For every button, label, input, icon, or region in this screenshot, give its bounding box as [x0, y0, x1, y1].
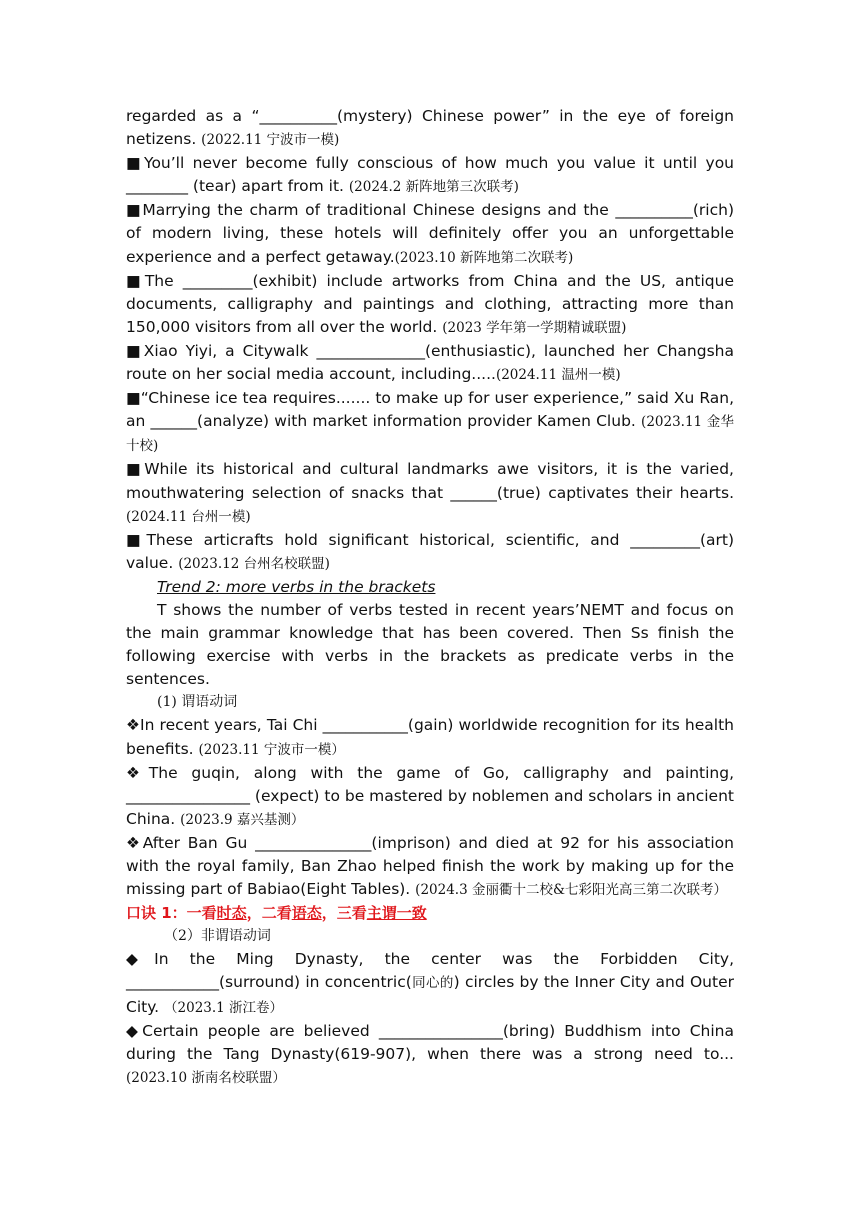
mnemonic-part: ，三看 [321, 904, 367, 923]
exercise-sentence [126, 152, 734, 199]
exercise-sentence [126, 340, 734, 387]
source-note: (2023.11 宁波市一模） [198, 741, 345, 758]
exercise-sentence [126, 714, 734, 761]
sentence-text: ■Marrying the charm of traditional Chinese designs and the __________(rich) of modern living, these hotels will definitely offer you an unforgettable experience and a perfect getaway. [126, 201, 734, 266]
exercise-sentence [126, 105, 734, 152]
mnemonic-part: 口诀 1：一看 [126, 904, 217, 923]
source-note: （2023.1 浙江卷） [164, 999, 284, 1016]
mnemonic-line [126, 902, 734, 925]
sentence-text: regarded as a “__________(mystery) Chinese power” in the eye of foreign netizens. [126, 107, 734, 149]
document-content [126, 105, 734, 1090]
exercise-sentence [126, 762, 734, 832]
sentence-text: ■These articrafts hold significant historical, scientific, and _________(art) value. [126, 530, 734, 572]
exercise-sentence [126, 199, 734, 269]
sentence-text: ■While its historical and cultural landmarks awe visitors, it is the varied, mouthwatering selection of snacks that ______(true) captivates their hearts. [126, 460, 734, 502]
exercise-sentence [126, 1020, 734, 1090]
source-note: (2023 学年第一学期精诚联盟) [442, 319, 627, 336]
sentence-text: ❖The guqin, along with the game of Go, calligraphy and painting, ________________ (expect) to be mastered by noblemen and scholars in ancient China. [126, 763, 734, 828]
source-note: (2022.11 宁波市一模) [201, 132, 340, 149]
section-heading-predicate: (1) 谓语动词 [157, 694, 238, 711]
sentence-text: ◆In the Ming Dynasty, the center was the Forbidden City, ____________(surround) in concentric( [126, 950, 734, 992]
source-note: (2024.11 台州一模) [126, 508, 251, 525]
source-note: (2024.3 金丽衢十二校&七彩阳光高三第二次联考） [415, 882, 727, 899]
sentence-text: ❖After Ban Gu _______________(imprison) and died at 92 for his association with the royal family, Ban Zhao helped finish the work by making up for the missing part of Babiao(Eight Tables). [126, 833, 734, 899]
source-note: (2024.2 新阵地第三次联考) [348, 179, 519, 196]
instruction-paragraph: T shows the number of verbs tested in recent years’NEMT and focus on the main grammar knowledge that has been covered. Then Ss finish the following exercise with verbs in the brackets as predicate verbs in the sentences. [126, 600, 734, 689]
sentence-text: ■Xiao Yiyi, a Citywalk ______________(enthusiastic), launched her Changsha route on her social media account, including..... [126, 341, 734, 384]
source-note: (2023.9 嘉兴基测） [180, 811, 305, 828]
exercise-sentence [126, 458, 734, 528]
mnemonic-keyword: 语态 [291, 904, 322, 923]
sentence-text: ■You’ll never become fully conscious of how much you value it until you ________ (tear) apart from it. [126, 154, 734, 196]
sentence-text: ◆Certain people are believed ________________(bring) Buddhism into China during the Tang Dynasty(619-907), when there was a strong need to... [126, 1021, 734, 1063]
source-note: (2023.12 台州名校联盟) [178, 555, 330, 572]
source-note: (2023.11 金华十校) [126, 414, 734, 455]
source-note: (2023.10 浙南名校联盟） [126, 1069, 286, 1086]
section-heading-nonfinite: （2）非谓语动词 [164, 928, 271, 945]
mnemonic-part: ，二看 [246, 904, 292, 923]
mnemonic-keyword: 主谓一致 [366, 904, 427, 923]
trend-heading-text: Trend 2: more verbs in the brackets [157, 577, 436, 596]
source-note: (2023.10 新阵地第二次联考) [394, 249, 574, 266]
trend-heading [126, 576, 734, 599]
exercise-sentence [126, 529, 734, 576]
exercise-sentence [126, 948, 734, 1019]
exercise-sentence [126, 270, 734, 340]
sentence-text: ) circles by the Inner City and Outer City. [126, 973, 734, 1016]
gloss-note: 同心的 [411, 975, 454, 992]
exercise-sentence [126, 387, 734, 458]
exercise-sentence [126, 832, 734, 902]
sentence-text: ❖In recent years, Tai Chi ___________(gain) worldwide recognition for its health benefits. [126, 716, 734, 758]
sentence-text: ■“Chinese ice tea requires....... to make up for user experience,” said Xu Ran, an ______(analyze) with market information provider Kamen Club. [126, 389, 734, 431]
mnemonic-keyword: 时态 [216, 904, 247, 923]
sentence-text: ■The _________(exhibit) include artworks from China and the US, antique documents, calligraphy and paintings and clothing, attracting more than 150,000 visitors from all over the world. [126, 271, 734, 336]
source-note: (2024.11 温州一模) [495, 367, 621, 384]
